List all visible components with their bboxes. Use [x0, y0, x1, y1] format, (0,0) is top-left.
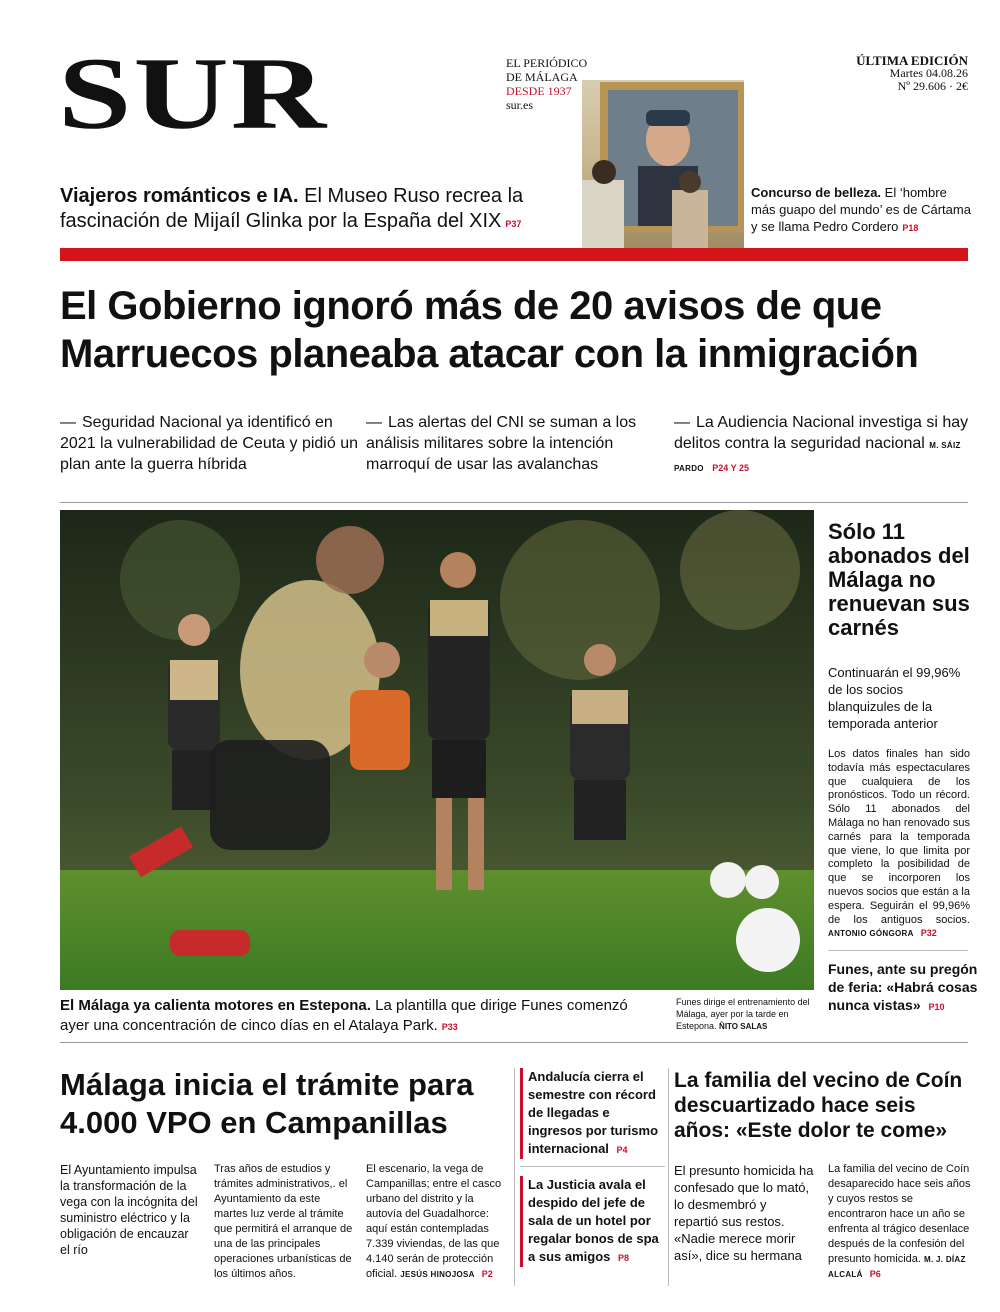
bullet-item: — Seguridad Nacional ya identificó en 2021 la vulnerabilidad de Ceuta y pidió un plan ante la guerra híbrida: [60, 414, 358, 473]
teaser-lead: Viajeros románticos e IA.: [60, 185, 299, 207]
bottom-headline[interactable]: Málaga inicia el trámite para 4.000 VPO en Campanillas: [60, 1067, 474, 1140]
coin-headline[interactable]: La familia del vecino de Coín descuartizado hace seis años: «Este dolor te come»: [674, 1069, 963, 1142]
caption-text: La plantilla que dirige Funes comenzó ayer una concentración de cinco días en el Atalaya Park.: [60, 997, 628, 1034]
teaser-museum[interactable]: [60, 184, 570, 237]
page-ref: P6: [869, 1269, 881, 1279]
brief-tourism[interactable]: [520, 1068, 665, 1159]
byline: JESÚS HINOJOSA: [400, 1270, 475, 1279]
site-link[interactable]: sur.es: [506, 98, 533, 112]
teaser-text: El ‘hombre más guapo del mundo’ es de Cártama y se llama Pedro Cordero: [751, 185, 971, 234]
masthead-tagline: [506, 56, 587, 112]
red-divider-bar: [60, 248, 968, 261]
teaser-beauty[interactable]: [751, 184, 971, 237]
side-deck: Continuarán el 99,96% de los socios blanquizules de la temporada anterior: [828, 665, 961, 731]
coin-body-text: La familia del vecino de Coín desaparecido hace seis años y cuyos restos se encontraron hace un año se enfrenta al trágico desenlace después de la confesión del presunto homicida.: [828, 1163, 971, 1265]
byline: M. J. DÍAZ ALCALÁ: [828, 1255, 966, 1279]
edition-info: [856, 54, 968, 93]
coin-body: [828, 1162, 973, 1282]
bottom-body-text: El escenario, la vega de Campanillas; entre el casco urbano del distrito y la autovía del Guadalhorce: aquí están contempladas 7.339 viviendas, de las que 4.140 serán de protección oficial.: [366, 1163, 502, 1280]
bottom-body-col: [366, 1162, 512, 1282]
side-body: [828, 748, 970, 941]
teaser-lead: Concurso de belleza.: [751, 185, 882, 200]
caption-lead: El Málaga ya calienta motores en Estepona.: [60, 997, 371, 1014]
bullet-text: Seguridad Nacional ya identificó en 2021 la vulnerabilidad de Ceuta y pidió un plan ante la guerra híbrida: [60, 414, 358, 473]
credit-text: Funes dirige el entrenamiento del Málaga, ayer por la tarde en Estepona.: [676, 997, 810, 1031]
edition-number: Nº 29.606 · 2€: [897, 79, 968, 93]
edition-label: ÚLTIMA EDICIÓN: [856, 53, 968, 68]
main-headline[interactable]: El Gobierno ignoró más de 20 avisos de que Marruecos planeaba atacar con la inmigración: [60, 284, 919, 376]
column-divider: [668, 1068, 669, 1286]
edition-date: Martes 04.08.26: [889, 66, 968, 80]
brief-text: La Justicia avala el despido del jefe de sala de un hotel por regalar bonos de spa a sus amigos: [528, 1177, 659, 1264]
side-teaser-text: Funes, ante su pregón de feria: «Habrá cosas nunca vistas»: [828, 961, 978, 1013]
column-divider: [514, 1068, 515, 1286]
page-ref: P10: [928, 1002, 945, 1012]
section-divider: [60, 1042, 968, 1043]
brief-text: Andalucía cierra el semestre con récord de llegadas e ingresos por turismo internacional: [528, 1069, 659, 1156]
photo-caption: [60, 996, 660, 1037]
side-teaser[interactable]: [828, 960, 978, 1016]
bottom-deck: El Ayuntamiento impulsa la transformación de la vega con la incógnita del suministro eléctrico y la obligación de encauzar el río: [60, 1163, 198, 1257]
tagline-since: DESDE 1937: [506, 84, 572, 98]
section-divider: [60, 502, 968, 503]
bullet-item: — Las alertas del CNI se suman a los análisis militares sobre la intención marroquí de usar las avalanchas: [366, 414, 637, 473]
page-ref: P2: [481, 1269, 493, 1279]
brief-justice[interactable]: [520, 1176, 665, 1267]
photographer: ÑITO SALAS: [719, 1022, 768, 1031]
page-ref: P4: [616, 1145, 628, 1155]
coin-deck: El presunto homicida ha confesado que lo mató, lo desmembró y repartió sus restos. «Nadie merece morir así», dice su hermana: [674, 1163, 814, 1263]
museum-portrait-image: [582, 80, 744, 250]
football-training-image: [60, 510, 814, 990]
page-ref: P24 Y 25: [712, 463, 749, 473]
page-ref: P18: [902, 223, 919, 233]
bottom-body-col: Tras años de estudios y trámites administrativos,. el Ayuntamiento da este martes luz verde al trámite que permitirá el arranque de una de las principales operaciones urbanísticas de los últimos años.: [214, 1163, 353, 1280]
byline: M. SÁIZ PARDO: [674, 441, 961, 473]
tagline-line: DE MÁLAGA: [506, 70, 578, 84]
side-divider: [828, 950, 968, 951]
side-body-text: Los datos finales han sido todavía más espectaculares que cualquiera de los pronósticos. Todo un récord. Sólo 11 abonados del Málaga no han renovado sus carnés para la temporada que viene, lo que limita por completo la posibilidad de que se incorporen los nuevos socios que están a la espera. Seguirán el 99,96% de los antiguos socios.: [828, 748, 970, 926]
tagline-line: EL PERIÓDICO: [506, 56, 588, 70]
newspaper-logo[interactable]: SUR: [58, 35, 329, 151]
bullet-text: La Audiencia Nacional investiga si hay delitos contra la seguridad nacional: [674, 414, 969, 452]
training-photo[interactable]: [60, 510, 814, 990]
page-ref: P37: [505, 219, 522, 229]
bullet-item: — La Audiencia Nacional investiga si hay delitos contra la seguridad nacional M. SÁIZ PARDO P24 Y 25: [674, 414, 969, 473]
bullet-text: Las alertas del CNI se suman a los análisis militares sobre la intención marroquí de usar las avalanchas: [366, 414, 637, 473]
brief-divider: [520, 1166, 665, 1167]
page-ref: P32: [920, 928, 937, 939]
photo-credit: [676, 996, 812, 1033]
page-ref: P33: [441, 1022, 458, 1032]
museum-photo: [582, 80, 744, 250]
teaser-text: El Museo Ruso recrea la fascinación de Mijaíl Glinka por la España del XIX: [60, 185, 524, 232]
byline: ANTONIO GÓNGORA: [828, 929, 914, 939]
side-headline[interactable]: Sólo 11 abonados del Málaga no renuevan sus carnés: [828, 519, 970, 640]
page-ref: P8: [618, 1253, 630, 1263]
